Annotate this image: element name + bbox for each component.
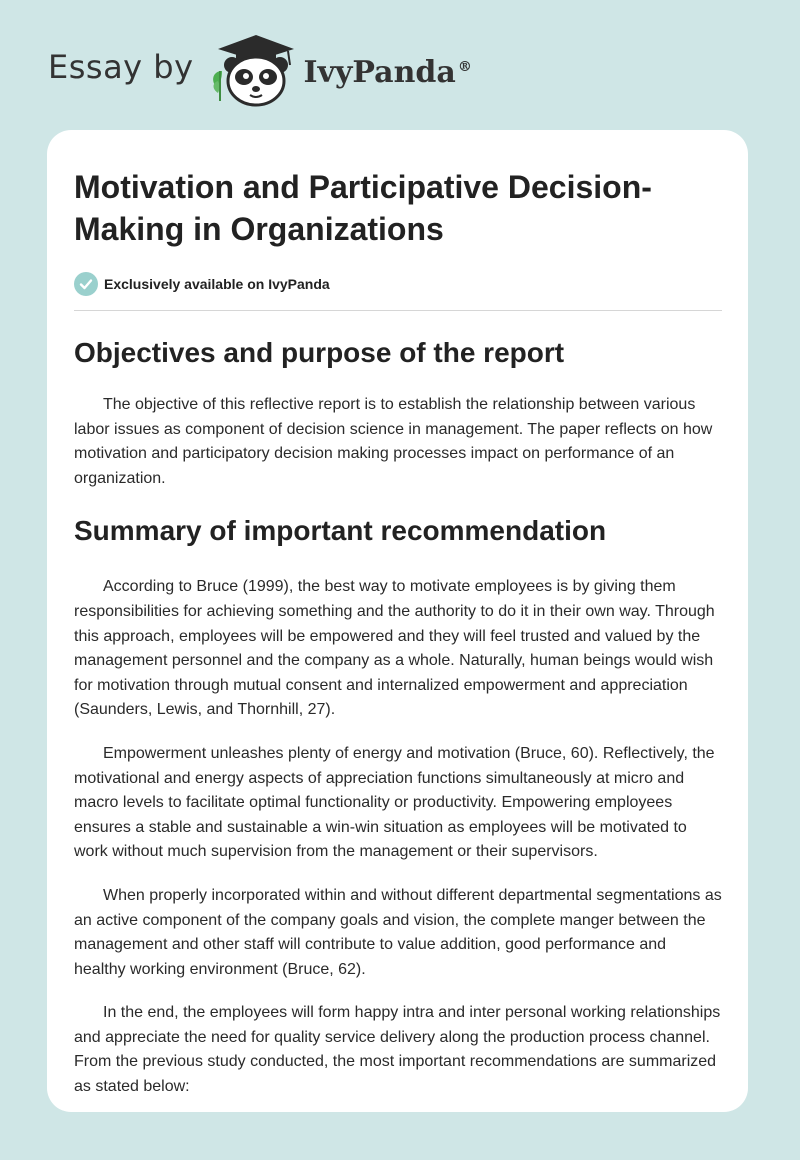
exclusive-badge bbox=[74, 270, 721, 298]
section-heading-objectives: Objectives and purpose of the report bbox=[74, 337, 565, 368]
divider bbox=[74, 310, 722, 311]
paragraph: In the end, the employees will form happy intra and inter personal working relationships and appreciate the need for quality service delivery along the production process channel. From the previous study conducted, the most important recommendations are summarized as stated below: bbox=[74, 1004, 721, 1096]
section-heading-summary: Summary of important recommendation bbox=[74, 515, 607, 547]
paragraph: When properly incorporated within and without different departmental segmentations as an active component of the company goals and vision, the complete manger between the management and other staff will contribute to value addition, good performance and healthy working environment (Bruce, 62). bbox=[74, 886, 722, 978]
registered-mark: ® bbox=[457, 58, 472, 75]
essay-by-label: Essay by bbox=[48, 48, 194, 86]
logo-svg bbox=[208, 31, 300, 109]
brand-text: IvyPanda bbox=[303, 54, 456, 90]
site-header bbox=[48, 30, 508, 110]
exclusive-label: Exclusively available on IvyPanda bbox=[104, 276, 330, 292]
checkmark-icon bbox=[74, 272, 98, 296]
panda-graduate-icon[interactable] bbox=[208, 31, 300, 109]
article-card bbox=[47, 130, 748, 1112]
paragraph: According to Bruce (1999), the best way to motivate employees is by giving them responsibilities for achieving something and the authority to do it in their own way. Through this approach, employees will be empowered and they will feel trusted and valued by the management personnel and the company as a whole. Naturally, human beings would wish for motivation through mutual consent and internalized empowerment and appreciation (Saunders, Lewis, and Thornhill, 27). bbox=[74, 578, 715, 719]
brand-name[interactable] bbox=[304, 55, 472, 90]
page-title: Motivation and Participative Decision-Making in Organizations bbox=[74, 169, 652, 247]
paragraph: Empowerment unleashes plenty of energy and motivation (Bruce, 60). Reflectively, the motivational and energy aspects of appreciation functions simultaneously at micro and macro levels to facilitate optimal functionality or productivity. Empowering employees ensures a stable and sustainable a win-win situation as employees will be motivated to work without much supervision from the management or their supervisors. bbox=[74, 744, 715, 861]
paragraph: The objective of this reflective report is to establish the relationship between various labor issues as component of decision science in management. The paper reflects on how motivation and participatory decision making processes impact on performance of an organization. bbox=[74, 396, 713, 487]
